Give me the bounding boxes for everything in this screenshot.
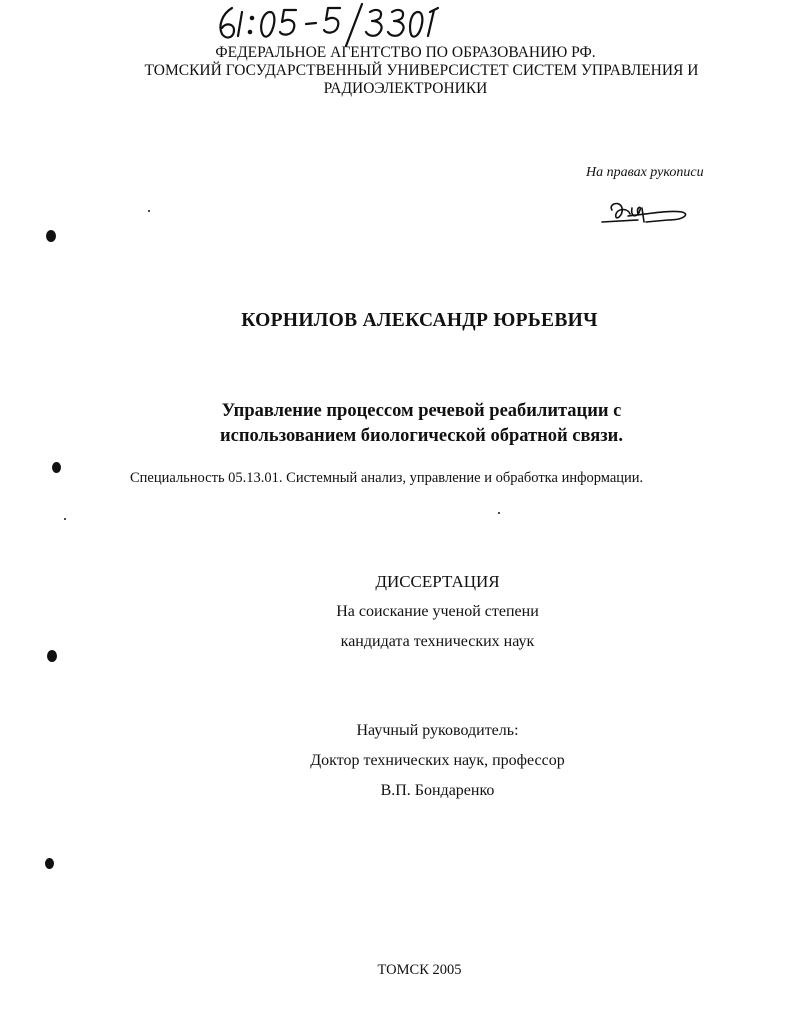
scan-speck [46, 230, 56, 242]
handwritten-archive-mark [212, 0, 452, 48]
title-line-2: использованием биологической обратной связи. [220, 426, 623, 446]
dissertation-heading: ДИССЕРТАЦИЯ [375, 572, 500, 591]
author-name: КОРНИЛОВ АЛЕКСАНДР ЮРЬЕВИЧ [241, 310, 598, 331]
scan-speck [498, 512, 500, 514]
title-line-1: Управление процессом речевой реабилитации с [221, 401, 622, 421]
scan-speck [52, 462, 61, 473]
header-line-agency: ФЕДЕРАЛЬНОЕ АГЕНТСТВО ПО ОБРАЗОВАНИЮ РФ. [215, 44, 596, 61]
supervisor-name: В.П. Бондаренко [380, 782, 495, 799]
specialty-line: Специальность 05.13.01. Системный анализ, управление и обработка информации. [130, 470, 644, 486]
degree-line-1: На соискание ученой степени [336, 603, 539, 620]
city-year-footer: ТОМСК 2005 [377, 962, 462, 978]
supervisor-label: Научный руководитель: [356, 722, 519, 739]
author-signature [598, 196, 690, 230]
degree-line-2: кандидата технических наук [340, 633, 535, 650]
header-line-university: ТОМСКИЙ ГОСУДАРСТВЕННЫЙ УНИВЕРСИСТЕТ СИСТЕМ УПРАВЛЕНИЯ И [144, 62, 699, 79]
supervisor-degree: Доктор технических наук, профессор [310, 752, 565, 769]
scan-speck [148, 210, 150, 212]
manuscript-rights-note: На правах рукописи [586, 165, 704, 180]
scan-speck [45, 858, 54, 869]
header-line-radioelectronics: РАДИОЭЛЕКТРОНИКИ [323, 80, 488, 97]
scan-speck [64, 518, 66, 520]
scan-speck [47, 650, 57, 662]
